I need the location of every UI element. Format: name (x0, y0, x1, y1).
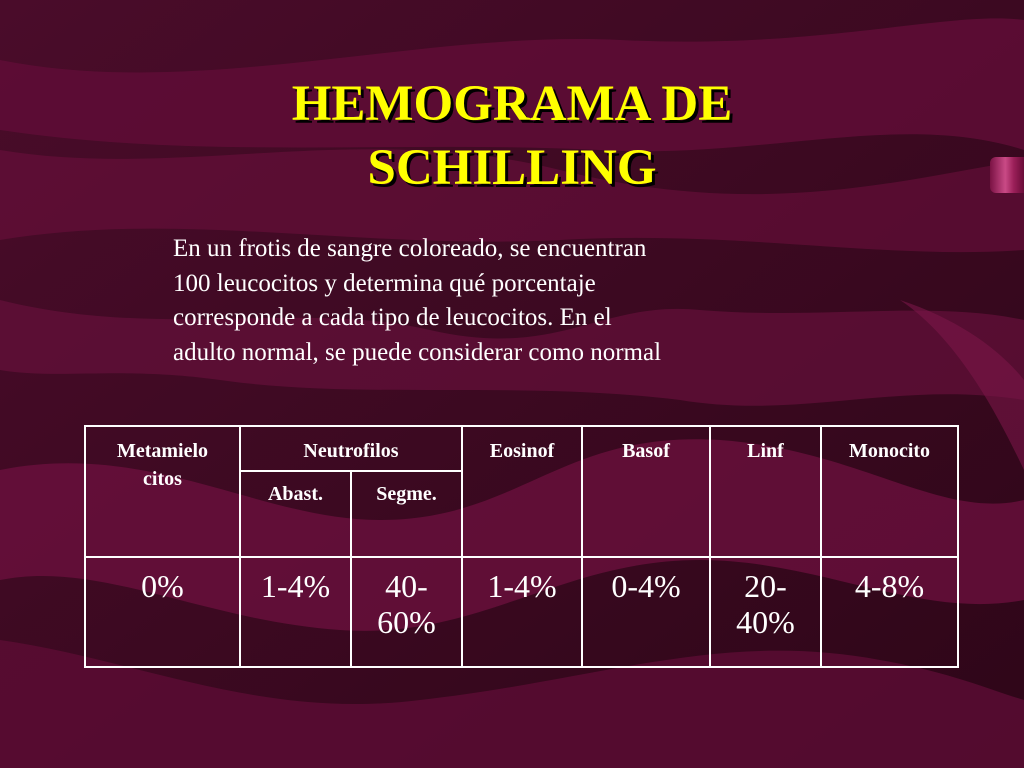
value-metamielocitos: 0% (85, 557, 240, 667)
header-eosinof: Eosinof (462, 426, 582, 557)
value-text: 40- (385, 568, 428, 604)
intro-line: adulto normal, se puede considerar como normal (173, 338, 662, 366)
header-metamielocitos (85, 426, 240, 557)
header-neutrofilos: Neutrofilos (240, 426, 462, 471)
value-text: 60% (377, 604, 436, 640)
table-row (85, 557, 958, 667)
header-abast: Abast. (240, 471, 351, 557)
header-text: Metamielo (116, 440, 209, 462)
header-basof: Basof (582, 426, 710, 557)
header-linf: Linf (710, 426, 821, 557)
value-eosinof: 1-4% (462, 557, 582, 667)
table-header-row (85, 426, 958, 471)
slide-title-line: HEMOGRAMA DE (291, 76, 733, 132)
value-text: 40% (736, 604, 795, 640)
header-monocito: Monocito (821, 426, 958, 557)
header-text: citos (143, 468, 182, 490)
value-basof: 0-4% (582, 557, 710, 667)
value-segme (351, 557, 462, 667)
intro-line: corresponde a cada tipo de leucocitos. En el (173, 304, 612, 331)
intro-line: 100 leucocitos y determina qué porcentaje (173, 269, 596, 297)
value-monocito: 4-8% (821, 557, 958, 667)
leukocyte-table (84, 425, 959, 668)
value-text: 20- (744, 568, 787, 604)
intro-line: En un frotis de sangre coloreado, se encuentran (173, 235, 647, 262)
slide-title-line: SCHILLING (367, 140, 657, 196)
header-segme: Segme. (351, 471, 462, 557)
intro-paragraph (173, 232, 853, 370)
value-linf (710, 557, 821, 667)
value-abast: 1-4% (240, 557, 351, 667)
slide-title (112, 72, 912, 200)
slide-decoration-tab (990, 157, 1024, 193)
